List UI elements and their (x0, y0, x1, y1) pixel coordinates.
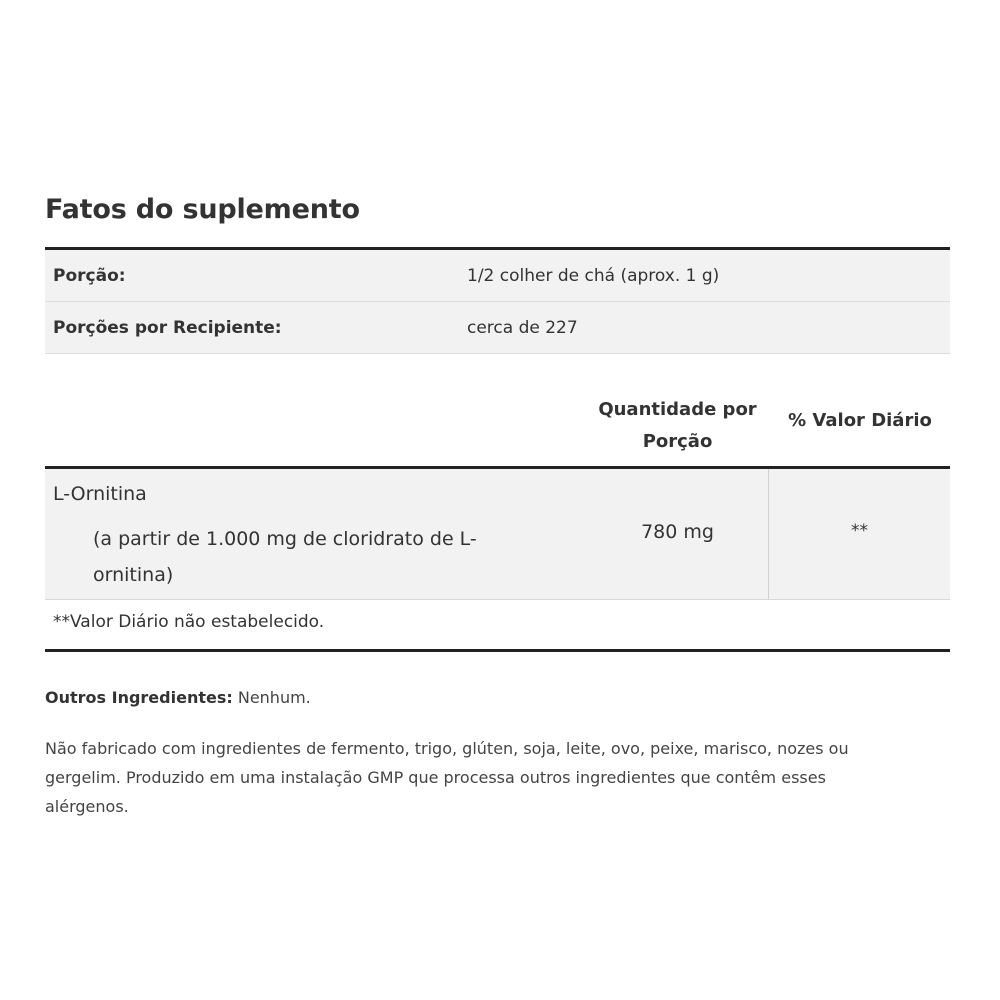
serving-size-row (45, 250, 950, 302)
ingredient-name: L-Ornitina (53, 483, 147, 505)
ingredient-amount: 780 mg (641, 521, 714, 543)
servings-per-container-value: cerca de 227 (467, 317, 578, 338)
daily-value-header: % Valor Diário (788, 410, 932, 431)
other-ingredients (45, 688, 311, 707)
servings-per-container-row (45, 302, 950, 354)
ingredient-source: (a partir de 1.000 mg de cloridrato de L-ornitina) (93, 528, 477, 586)
amount-header-line2: Porção (642, 431, 713, 452)
daily-value-footnote: **Valor Diário não estabelecido. (53, 612, 325, 632)
other-ingredients-value: Nenhum. (232, 688, 311, 707)
page-title: Fatos do suplemento (45, 194, 360, 225)
ingredient-row (45, 469, 950, 600)
daily-value-footnote-row (45, 600, 950, 652)
ingredient-daily-value: ** (851, 521, 868, 541)
serving-info-table (45, 247, 950, 354)
facts-table-header (45, 392, 950, 469)
other-ingredients-label: Outros Ingredientes: (45, 688, 233, 707)
amount-header-line1: Quantidade por (598, 399, 757, 420)
serving-size-value: 1/2 colher de chá (aprox. 1 g) (467, 265, 720, 286)
amount-per-serving-header (585, 394, 770, 458)
allergen-statement: Não fabricado com ingredientes de fermento, trigo, glúten, soja, leite, ovo, peixe, marisco, nozes ou gergelim. Produzido em uma instalação GMP que processa outros ingredientes que contêm esses alérgenos. (45, 739, 849, 816)
servings-per-container-label: Porções por Recipiente: (53, 317, 282, 338)
serving-size-label: Porção: (53, 265, 126, 286)
